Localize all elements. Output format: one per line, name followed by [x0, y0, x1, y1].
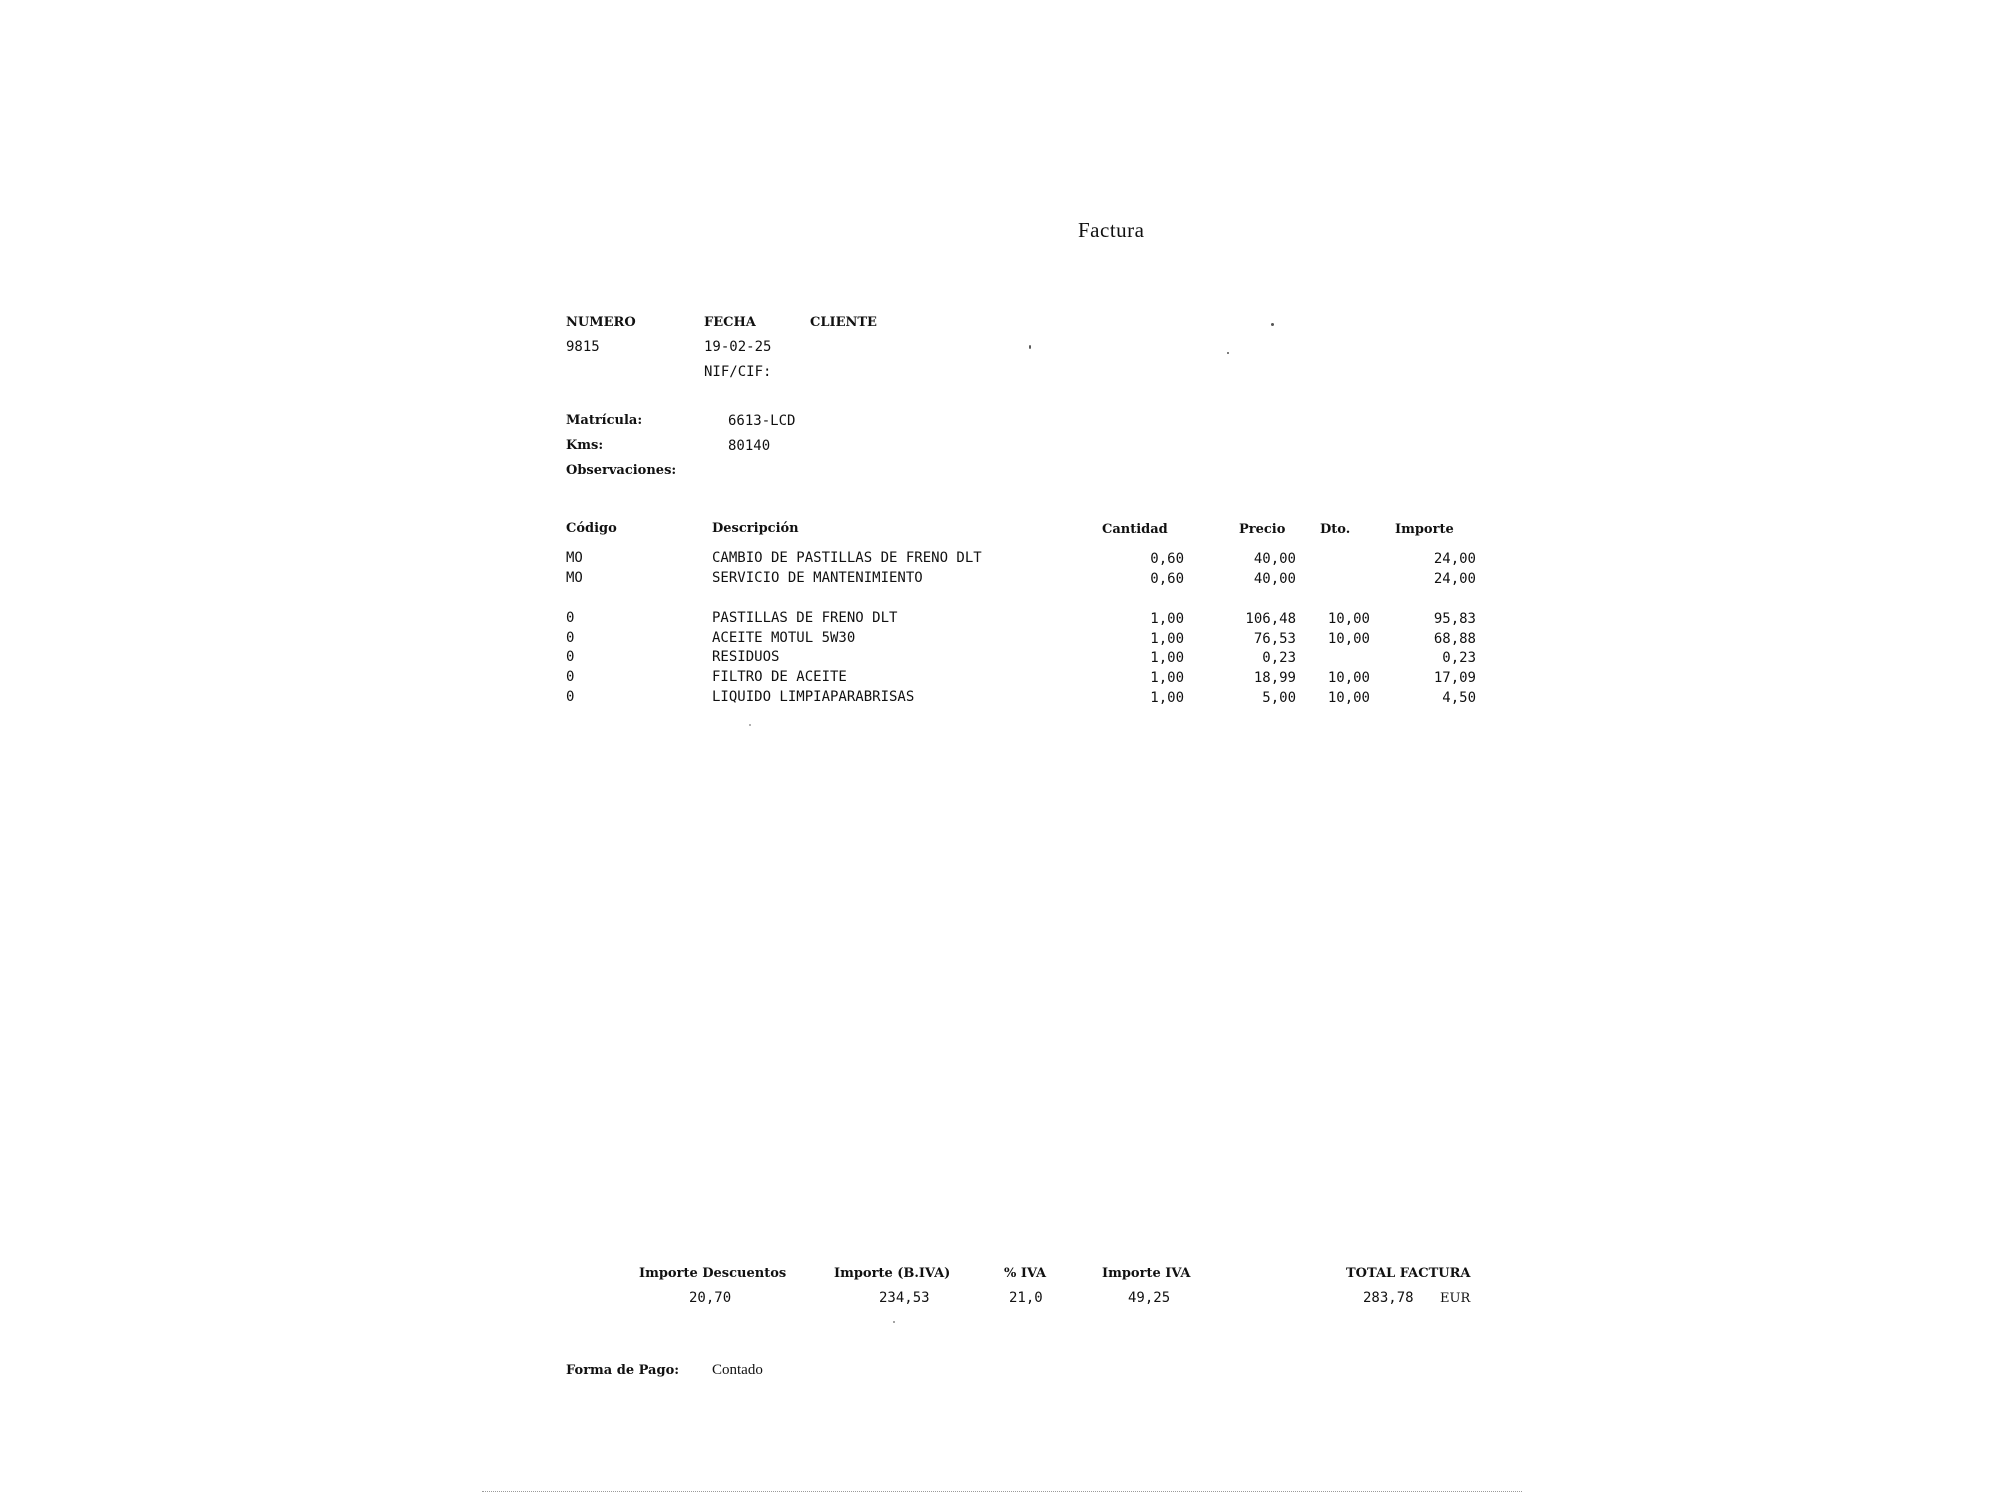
pct-iva-label: % IVA [1004, 1266, 1047, 1281]
cell-descripcion: RESIDUOS [712, 649, 780, 665]
scan-speck [749, 724, 751, 726]
cell-dto: 10,00 [1327, 631, 1370, 647]
cell-importe: 24,00 [1433, 551, 1476, 567]
matricula-value: 6613-LCD [728, 413, 796, 429]
cell-codigo: 0 [566, 630, 575, 646]
col-cantidad-header: Cantidad [1102, 522, 1168, 537]
cell-descripcion: LIQUIDO LIMPIAPARABRISAS [712, 689, 915, 705]
nif-label: NIF/CIF: [704, 364, 772, 380]
cell-codigo: 0 [566, 689, 575, 705]
cell-cantidad: 0,60 [1150, 551, 1184, 567]
kms-label: Kms: [566, 438, 604, 453]
cell-cantidad: 1,00 [1150, 611, 1184, 627]
cell-dto: 10,00 [1327, 690, 1370, 706]
kms-value: 80140 [728, 438, 771, 454]
descuentos-value: 20,70 [689, 1290, 732, 1306]
page-bottom-edge [482, 1491, 1522, 1492]
scan-speck [1227, 352, 1229, 354]
cell-cantidad: 0,60 [1150, 571, 1184, 587]
cell-dto: 10,00 [1327, 670, 1370, 686]
cell-codigo: 0 [566, 669, 575, 685]
cell-precio: 0,23 [1262, 650, 1296, 666]
cell-descripcion: SERVICIO DE MANTENIMIENTO [712, 570, 923, 586]
cell-descripcion: FILTRO DE ACEITE [712, 669, 847, 685]
cell-codigo: MO [566, 570, 583, 586]
cell-descripcion: ACEITE MOTUL 5W30 [712, 630, 856, 646]
numero-label: NUMERO [566, 315, 636, 330]
currency-label: EUR [1440, 1291, 1471, 1306]
col-importe-header: Importe [1395, 522, 1454, 537]
col-descripcion-header: Descripción [712, 521, 799, 536]
cell-precio: 106,48 [1245, 611, 1296, 627]
cell-importe: 0,23 [1442, 650, 1476, 666]
base-iva-label: Importe (B.IVA) [834, 1266, 951, 1281]
total-factura-label: TOTAL FACTURA [1346, 1266, 1471, 1281]
descuentos-label: Importe Descuentos [639, 1266, 787, 1281]
cell-importe: 17,09 [1433, 670, 1476, 686]
cliente-label: CLIENTE [810, 315, 877, 330]
scan-speck [1271, 323, 1274, 326]
cell-descripcion: PASTILLAS DE FRENO DLT [712, 610, 898, 626]
base-iva-value: 234,53 [879, 1290, 930, 1306]
importe-iva-value: 49,25 [1128, 1290, 1171, 1306]
cell-codigo: 0 [566, 610, 575, 626]
fecha-label: FECHA [704, 315, 756, 330]
col-precio-header: Precio [1239, 522, 1286, 537]
page-title: Factura [1078, 218, 1145, 242]
forma-pago-value: Contado [712, 1362, 763, 1378]
observaciones-label: Observaciones: [566, 463, 677, 478]
forma-pago-label: Forma de Pago: [566, 1363, 680, 1378]
cell-codigo: 0 [566, 649, 575, 665]
cell-precio: 40,00 [1253, 551, 1296, 567]
numero-value: 9815 [566, 339, 600, 355]
scan-speck [893, 1321, 895, 1323]
cell-cantidad: 1,00 [1150, 690, 1184, 706]
cell-importe: 24,00 [1433, 571, 1476, 587]
cell-precio: 5,00 [1262, 690, 1296, 706]
cell-cantidad: 1,00 [1150, 650, 1184, 666]
cell-precio: 76,53 [1253, 631, 1296, 647]
cell-codigo: MO [566, 550, 583, 566]
cell-precio: 18,99 [1253, 670, 1296, 686]
matricula-label: Matrícula: [566, 413, 643, 428]
cell-importe: 4,50 [1442, 690, 1476, 706]
cell-cantidad: 1,00 [1150, 670, 1184, 686]
fecha-value: 19-02-25 [704, 339, 772, 355]
col-codigo-header: Código [566, 521, 617, 536]
importe-iva-label: Importe IVA [1102, 1266, 1191, 1281]
cell-descripcion: CAMBIO DE PASTILLAS DE FRENO DLT [712, 550, 982, 566]
pct-iva-value: 21,0 [1009, 1290, 1043, 1306]
total-factura-value: 283,78 [1363, 1290, 1414, 1306]
cell-precio: 40,00 [1253, 571, 1296, 587]
cell-importe: 68,88 [1433, 631, 1476, 647]
cell-importe: 95,83 [1433, 611, 1476, 627]
col-dto-header: Dto. [1320, 522, 1351, 537]
cell-cantidad: 1,00 [1150, 631, 1184, 647]
scan-speck [1029, 345, 1031, 349]
cell-dto: 10,00 [1327, 611, 1370, 627]
